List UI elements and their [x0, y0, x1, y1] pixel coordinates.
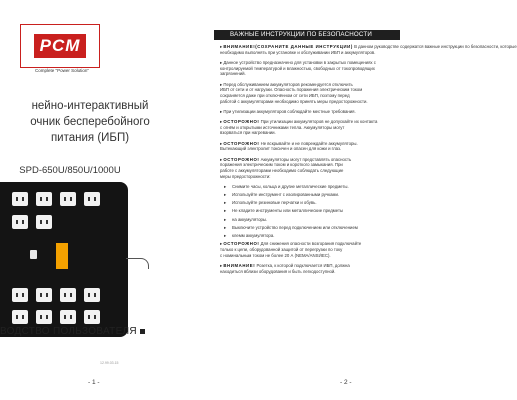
instruction-paragraph: [220, 109, 400, 115]
paragraph-text: Данное устройство предназначено для установки в закрытых помещениях с: [223, 59, 376, 65]
list-item: ▸ клемм аккумулятора.: [220, 233, 400, 239]
manual-title: [0, 326, 180, 337]
paragraph-text: находиться вблизи оборудования и быть легкодоступной.: [220, 268, 336, 274]
instructions-content: [220, 44, 517, 374]
outlet-icon: [84, 310, 100, 324]
paragraph-text: ИБП от сети и от нагрузки. Опасность поражения электрическим током: [220, 87, 363, 93]
list-item: ▸ Используйте инструмент с изолированными ручками.: [220, 192, 400, 198]
section-header: ВАЖНЫЕ ИНСТРУКЦИИ ПО БЕЗОПАСНОСТИ: [214, 30, 400, 40]
paragraph-line: [220, 99, 400, 105]
paragraph-text: Для снижения опасности возгорания подключайте: [260, 241, 362, 247]
paragraph-text: При утилизации аккумуляторов не допускайте их контакта: [260, 119, 378, 125]
manual-title-text: ВОДСТВО ПОЛЬЗОВАТЕЛЯ: [0, 326, 137, 337]
product-title-line: нейно-интерактивный: [31, 100, 149, 112]
paragraph-text: Розетка, к которой подключается ИБП, должна: [256, 262, 350, 268]
status-window: [56, 243, 68, 269]
paragraph-text: поражения электрическим током и короткого замыкания. При: [220, 162, 343, 168]
list-item: ▸ Снимите часы, кольца и другие металлические предметы.: [220, 184, 400, 190]
outlet-icon: [84, 192, 100, 206]
product-title-line: очник бесперебойного: [30, 116, 150, 128]
warning-keyword: ОСТОРОЖНО!: [223, 156, 260, 162]
paragraph-text: сохраняется даже при отключённом от сети ИБП, поэтому перед: [220, 92, 350, 98]
page-number-right: - 2 -: [340, 379, 352, 386]
ups-device-illustration: [0, 182, 128, 337]
paragraph-line: [220, 71, 400, 77]
paragraph-text: Перед обслуживанием аккумуляторов рекомендуется отключить: [223, 81, 353, 87]
outlet-icon: [36, 288, 52, 302]
paragraph-text: загрязнений.: [220, 71, 246, 77]
outlet-icon: [60, 310, 76, 324]
instruction-paragraph: [220, 263, 400, 274]
model-number: SPD-650U/850U/1000U: [19, 165, 121, 176]
arrow-bullet-icon: ▸: [220, 156, 224, 162]
instruction-paragraph: [220, 60, 400, 77]
warning-keyword: ОСТОРОЖНО!: [223, 140, 260, 146]
paragraph-line: [220, 66, 400, 72]
outlet-icon: [60, 192, 76, 206]
safety-instructions-page: [200, 0, 517, 400]
outlet-icon: [60, 288, 76, 302]
square-bullet-icon: [140, 329, 145, 334]
warning-keyword: ОСТОРОЖНО!: [223, 119, 260, 125]
document-code: 12.99.03.15: [100, 361, 119, 365]
outlet-icon: [84, 288, 100, 302]
instruction-paragraph: [220, 82, 400, 105]
brand-slogan: Complete "Power Solution": [35, 68, 89, 73]
paragraph-line: [220, 130, 400, 136]
paragraph-text: взорваться при нагревании.: [220, 130, 276, 136]
arrow-bullet-icon: ▸: [220, 140, 224, 146]
arrow-bullet-icon: ▸: [220, 59, 224, 65]
paragraph-text: контролируемой температурой и влажностью, свободных от токопроводящих: [220, 65, 375, 71]
instruction-paragraph: [220, 241, 400, 258]
paragraph-text: необходимо выполнять при установке и обслуживании ИБП и аккумуляторов.: [220, 49, 376, 55]
instruction-paragraph: [220, 141, 400, 152]
outlet-icon: [36, 192, 52, 206]
outlet-icon: [12, 310, 28, 324]
paragraph-text: работе с аккумуляторами необходимо соблюдать следующие: [220, 167, 344, 173]
paragraph-text: Не вскрывайте и не повреждайте аккумуляторы.: [260, 140, 358, 146]
product-title: [0, 98, 180, 146]
list-item: ▸ на аккумуляторы.: [220, 217, 400, 223]
power-button-icon: [30, 250, 37, 259]
paragraph-line: [220, 253, 400, 259]
brand-logo-text: PCM: [34, 34, 87, 58]
outlet-icon: [36, 310, 52, 324]
arrow-bullet-icon: ▸: [220, 44, 224, 49]
paragraph-text: меры предосторожности:: [220, 173, 271, 179]
paragraph-text: работой с аккумуляторами необходимо принять меры предосторожности.: [220, 98, 368, 104]
outlet-icon: [12, 192, 28, 206]
product-title-line: питания (ИБП): [50, 132, 130, 144]
list-item: ▸ Выключите устройство перед подключением или отключением: [220, 225, 400, 231]
warning-keyword: ОСТОРОЖНО!: [223, 241, 260, 247]
list-item: ▸ Используйте резиновые перчатки и обувь.: [220, 200, 400, 206]
paragraph-line: [220, 146, 400, 152]
arrow-bullet-icon: ▸: [220, 119, 224, 125]
paragraph-text: с огнём и открытыми источниками тепла. Аккумуляторы могут: [220, 124, 345, 130]
arrow-bullet-icon: ▸: [220, 241, 224, 247]
list-item: ▸ Не кладите инструменты или металлические предметы: [220, 208, 400, 214]
paragraph-text: Аккумуляторы могут представлять опасность: [260, 156, 352, 162]
cover-page: [0, 0, 200, 400]
paragraph-line: [220, 174, 400, 180]
paragraph-text: только к цепи, оборудованной защитой от перегрузки по току: [220, 246, 343, 252]
brand-logo: [20, 24, 100, 68]
paragraph-text: В данном руководстве содержатся важные инструкции по безопасности, которые: [354, 44, 517, 49]
instruction-paragraph: [220, 119, 400, 136]
paragraph-text: Вытекающий электролит токсичен и опасен для кожи и глаз.: [220, 146, 342, 152]
instruction-paragraph: [220, 44, 517, 55]
page-number-left: - 1 -: [88, 379, 100, 386]
warning-keyword: ВНИМАНИЕ!: [223, 262, 256, 268]
arrow-bullet-icon: ▸: [220, 81, 224, 87]
paragraph-text: с номинальным током не более 20 А (NEMA/ANSI/IEC).: [220, 252, 331, 258]
paragraph-text: При утилизации аккумуляторов соблюдайте местные требования.: [223, 108, 356, 114]
outlet-icon: [12, 288, 28, 302]
paragraph-line: [220, 269, 400, 275]
paragraph-line: [220, 109, 400, 115]
instruction-paragraph: [220, 157, 400, 180]
arrow-bullet-icon: ▸: [220, 108, 224, 114]
outlet-icon: [36, 215, 52, 229]
power-cord-icon: [126, 258, 149, 269]
arrow-bullet-icon: ▸: [220, 262, 224, 268]
warning-keyword: ВНИМАНИЕ!(СОХРАНИТЕ ДАННЫЕ ИНСТРУКЦИИ): [223, 44, 353, 49]
outlet-icon: [12, 215, 28, 229]
paragraph-line: [220, 50, 400, 56]
